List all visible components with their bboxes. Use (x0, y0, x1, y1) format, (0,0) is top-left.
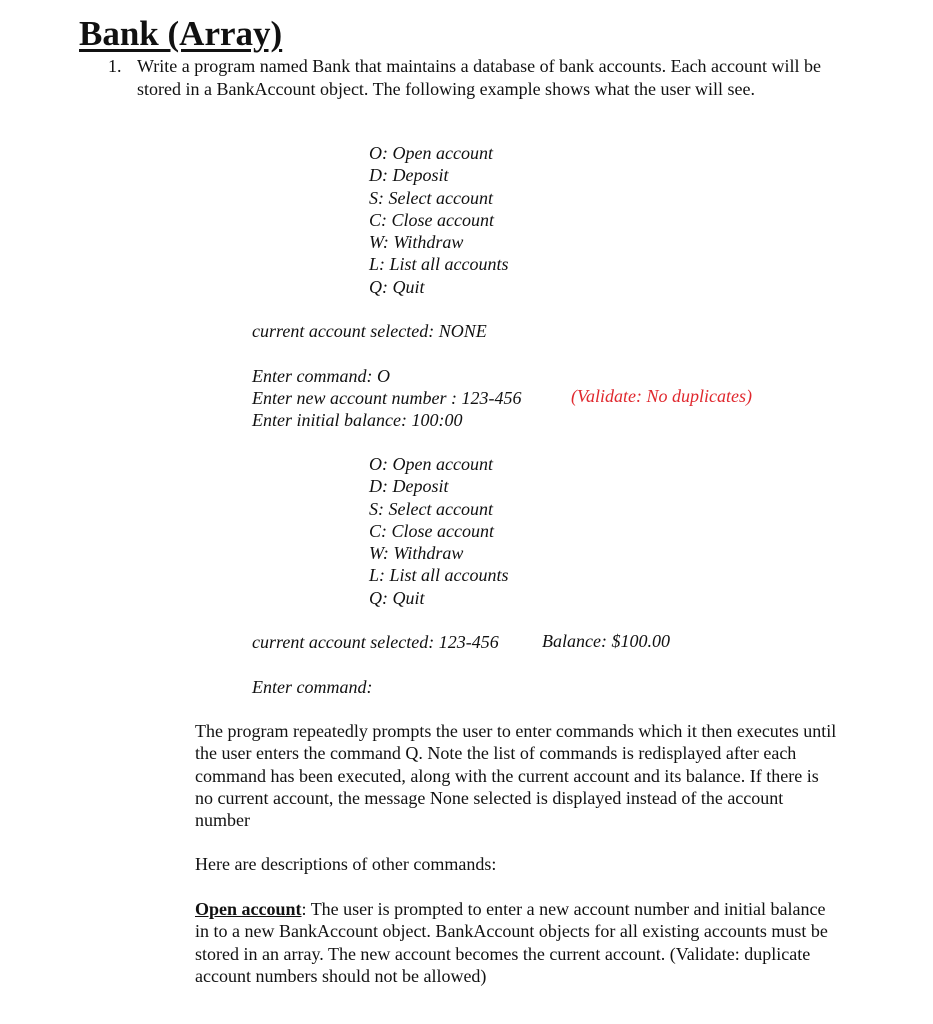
balance-readout: Balance: $100.00 (542, 631, 670, 651)
menu-item-select: S: Select account (369, 498, 493, 519)
enter-command-prompt: Enter command: (252, 677, 373, 697)
menu-item-withdraw: W: Withdraw (369, 543, 464, 564)
menu-list-2 (369, 453, 509, 609)
other-commands-heading: Here are descriptions of other commands: (195, 854, 497, 874)
menu-item-open: O: Open account (369, 143, 493, 163)
menu-list-1 (369, 142, 509, 298)
enter-new-account: Enter new account number : 123-456 (252, 388, 522, 408)
menu-item-quit: Q: Quit (369, 587, 425, 608)
menu-item-quit: Q: Quit (369, 276, 425, 297)
current-account-selected: current account selected: 123-456 (252, 632, 499, 652)
menu-item-open: O: Open account (369, 454, 493, 474)
question-number: 1. (108, 56, 122, 76)
open-account-text: : The user is prompted to enter a new account number and initial balance in to a new BankAccount object. BankAccount objects for all existing accounts must be stored in an array. The new account becomes the current account. (Validate: duplicate account numbers should not be allowed) (195, 899, 828, 986)
validate-note: (Validate: No duplicates) (571, 386, 752, 406)
current-account-none: current account selected: NONE (252, 321, 487, 341)
menu-item-select: S: Select account (369, 187, 493, 208)
menu-item-deposit: D: Deposit (369, 476, 449, 497)
menu-item-list: L: List all accounts (369, 565, 509, 586)
menu-item-withdraw: W: Withdraw (369, 232, 464, 253)
menu-item-deposit: D: Deposit (369, 165, 449, 186)
open-account-description (195, 898, 840, 987)
menu-item-close: C: Close account (369, 209, 494, 230)
enter-command-o: Enter command: O (252, 366, 390, 386)
question-text: Write a program named Bank that maintains a database of bank accounts. Each account will be stored in a BankAccount object. The following example shows what the user will see. (137, 56, 822, 99)
menu-item-list: L: List all accounts (369, 254, 509, 275)
description-paragraph: The program repeatedly prompts the user to enter commands which it then executes until the user enters the command Q. Note the list of commands is redisplayed after each command has been executed, along with the current account and its balance. If there is no current account, the message None selected is displayed instead of the account number (195, 721, 837, 831)
enter-initial-balance: Enter initial balance: 100:00 (252, 410, 463, 430)
menu-item-close: C: Close account (369, 520, 494, 541)
page-title: Bank (Array) (79, 14, 283, 53)
open-account-label: Open account (195, 899, 302, 919)
